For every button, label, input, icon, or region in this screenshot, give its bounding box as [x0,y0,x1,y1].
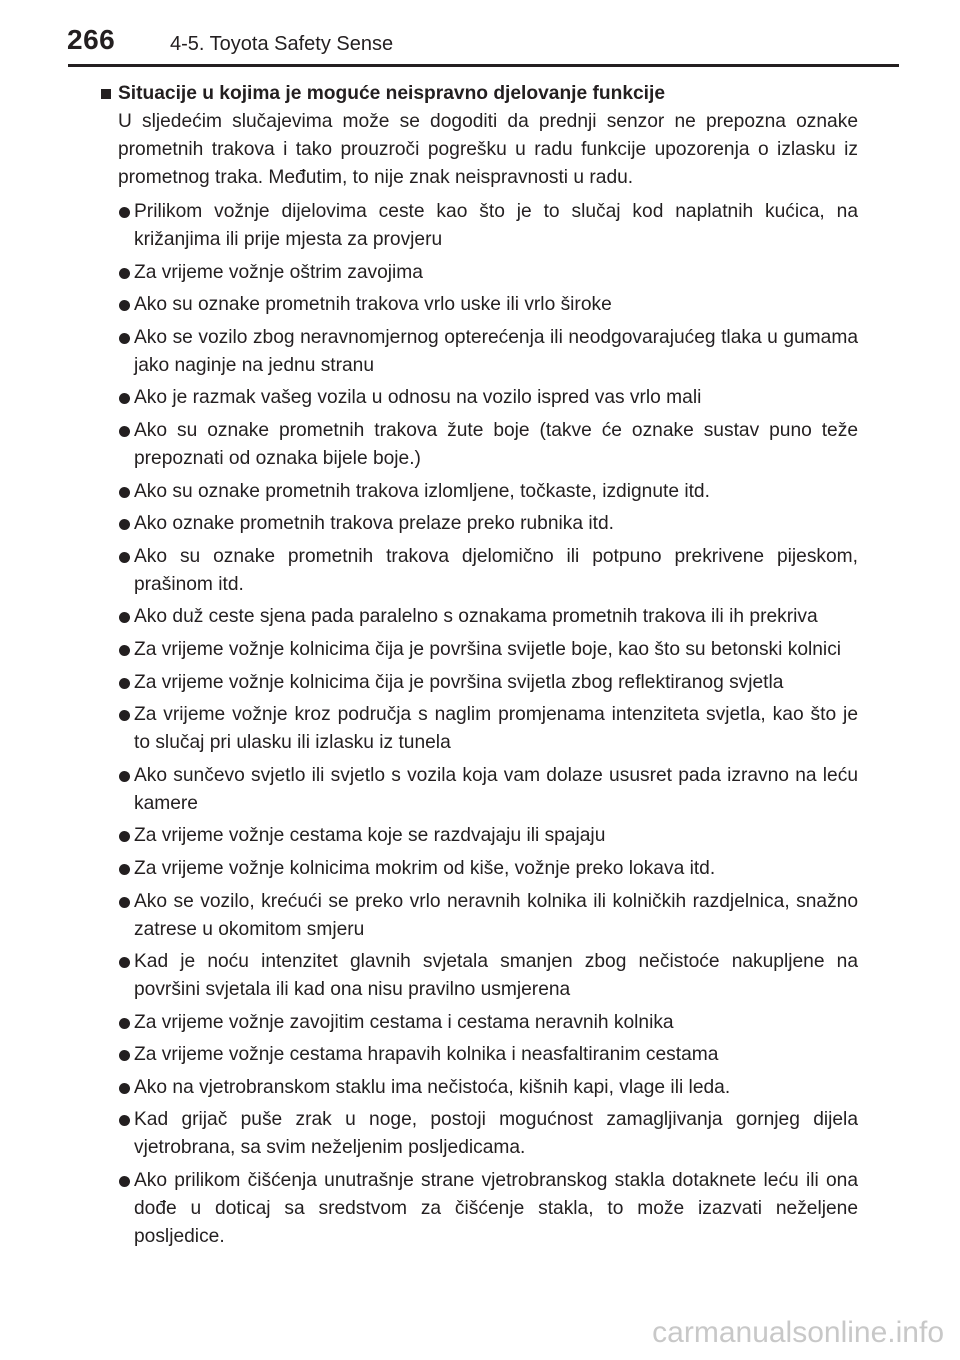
list-item [101,1041,858,1069]
list-item-text: Ako sunčevo svjetlo ili svjetlo s vozila koja vam dolaze ususret pada izravno na leću kamere [134,764,858,814]
list-item-text: Za vrijeme vožnje kolnicima čija je površina svijetle boje, kao što su betonski kolnici [134,638,842,660]
round-bullet-icon [119,897,130,908]
round-bullet-icon [119,957,130,968]
list-item-text: Za vrijeme vožnje cestama hrapavih kolnika i neasfaltiranim cestama [134,1044,719,1066]
round-bullet-icon [119,771,130,782]
list-item-text: Za vrijeme vožnje zavojitim cestama i cestama neravnih kolnika [134,1011,674,1033]
round-bullet-icon [119,831,130,842]
round-bullet-icon [119,710,130,721]
list-item [101,510,858,538]
round-bullet-icon [119,1176,130,1187]
list-item-text: Prilikom vožnje dijelovima ceste kao što je to slučaj kod naplatnih kućica, na križanjima ili prije mjesta za provjeru [134,201,858,250]
list-item-text: Ako se vozilo zbog neravnomjernog opterećenja ili neodgovarajućeg tlaka u gumama jako naginje na jednu stranu [134,326,858,376]
list-item-text: Ako duž ceste sjena pada paralelno s oznakama prometnih trakova ili ih prekriva [134,606,818,628]
list-item [101,291,858,319]
list-item-text: Za vrijeme vožnje kroz područja s naglim promjenama intenziteta svjetla, kao što je to slučaj pri ulasku ili izlasku iz tunela [134,704,858,754]
list-item-text: Ako oznake prometnih trakova prelaze preko rubnika itd. [134,513,614,535]
round-bullet-icon [119,207,130,218]
section-heading [101,80,858,108]
list-item-text: Ako je razmak vašeg vozila u odnosu na vozilo ispred vas vrlo mali [134,387,702,409]
round-bullet-icon [119,678,130,689]
round-bullet-icon [119,1018,130,1029]
round-bullet-icon [119,864,130,875]
list-item [101,1106,858,1162]
list-item [101,259,858,287]
round-bullet-icon [119,645,130,656]
section-heading-text: Situacije u kojima je moguće neispravno djelovanje funkcije [118,83,666,104]
list-item [101,324,858,380]
list-item [101,384,858,412]
list-item [101,948,858,1004]
watermark: carmanualsonline.info [652,1316,944,1349]
round-bullet-icon [119,300,130,311]
list-item [101,1074,858,1102]
list-item [101,543,858,599]
list-item [101,1009,858,1037]
list-item-text: Kad je noću intenzitet glavnih svjetala smanjen zbog nečistoće nakupljene na površini svjetala ili kad ona nisu pravilno usmjerena [134,951,858,1001]
list-item-text: Ako su oznake prometnih trakova djelomično ili potpuno prekrivene pijeskom, prašinom itd. [134,545,858,595]
list-item [101,417,858,473]
square-bullet-icon [101,89,111,99]
list-item-text: Ako su oznake prometnih trakova vrlo uske ili vrlo široke [134,294,612,316]
round-bullet-icon [119,1050,130,1061]
round-bullet-icon [119,333,130,344]
list-item [101,888,858,944]
list-item [101,198,858,254]
list-item-text: Ako se vozilo, krećući se preko vrlo neravnih kolnika ili kolničkih razdjelnica, snažno zatrese u okomitom smjeru [134,890,858,940]
page-content [101,80,858,1256]
round-bullet-icon [119,612,130,623]
round-bullet-icon [119,552,130,563]
list-item-text: Ako su oznake prometnih trakova izlomljene, točkaste, izdignute itd. [134,480,710,502]
round-bullet-icon [119,1115,130,1126]
list-item [101,822,858,850]
list-item-text: Ako prilikom čišćenja unutrašnje strane vjetrobranskog stakla dotaknete leću ili ona dođe u doticaj sa sredstvom za čišćenje stakla, to može izazvati neželjene posljedice. [134,1170,858,1248]
round-bullet-icon [119,268,130,279]
section-title: 4-5. Toyota Safety Sense [170,33,394,55]
list-item [101,1167,858,1251]
list-item-text: Za vrijeme vožnje oštrim zavojima [134,261,423,283]
condition-list [101,198,858,1251]
list-item-text: Ako su oznake prometnih trakova žute boje (takve će oznake sustav puno teže prepoznati od oznaka bijele boje.) [134,419,858,469]
round-bullet-icon [119,426,130,437]
list-item [101,701,858,757]
list-item-text: Za vrijeme vožnje cestama koje se razdvajaju ili spajaju [134,825,606,847]
list-item-text: Za vrijeme vožnje kolnicima čija je površina svijetla zbog reflektiranog svjetla [134,671,784,693]
intro-paragraph: U sljedećim slučajevima može se dogoditi da prednji senzor ne prepozna oznake prometnih trakova i tako prouzroči pogrešku u radu funkcije upozorenja o izlasku iz prometnog traka. Međutim, to nije znak neispravnosti u radu. [118,111,858,188]
list-item [101,762,858,818]
list-item [101,478,858,506]
round-bullet-icon [119,487,130,498]
round-bullet-icon [119,1083,130,1094]
list-item [101,636,858,664]
page-header [0,0,960,68]
round-bullet-icon [119,519,130,530]
header-divider [68,64,899,67]
list-item [101,669,858,697]
list-item-text: Ako na vjetrobranskom staklu ima nečistoća, kišnih kapi, vlage ili leda. [134,1076,731,1098]
list-item-text: Kad grijač puše zrak u noge, postoji mogućnost zamagljivanja gornjeg dijela vjetrobrana, sa svim neželjenim posljedicama. [134,1109,858,1159]
list-item [101,855,858,883]
round-bullet-icon [119,393,130,404]
list-item-text: Za vrijeme vožnje kolnicima mokrim od kiše, vožnje preko lokava itd. [134,857,716,879]
list-item [101,603,858,631]
page-number: 266 [67,24,116,55]
